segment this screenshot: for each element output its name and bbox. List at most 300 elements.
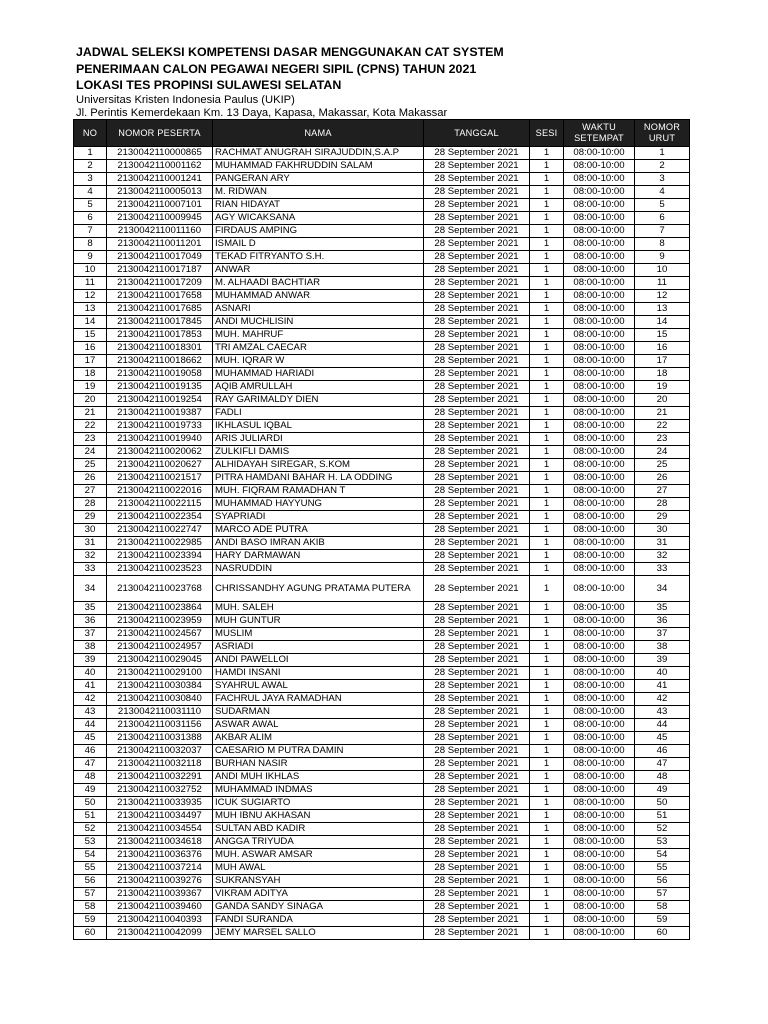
cell-tanggal: 28 September 2021: [424, 420, 530, 433]
cell-waktu-setempat: 08:00-10:00: [564, 563, 635, 576]
cell-nomor-peserta: 2130042110020627: [107, 459, 213, 472]
cell-tanggal: 28 September 2021: [424, 225, 530, 238]
cell-nomor-urut: 40: [635, 667, 690, 680]
cell-nama: AKBAR ALIM: [213, 732, 424, 745]
cell-nama: AQIB AMRULLAH: [213, 381, 424, 394]
cell-sesi: 1: [530, 550, 564, 563]
table-row: [74, 888, 690, 901]
table-row: [74, 316, 690, 329]
cell-waktu-setempat: 08:00-10:00: [564, 433, 635, 446]
table-row: [74, 602, 690, 615]
cell-nomor-urut: 38: [635, 641, 690, 654]
cell-waktu-setempat: 08:00-10:00: [564, 238, 635, 251]
cell-nama: ANGGA TRIYUDA: [213, 836, 424, 849]
cell-no: 8: [74, 238, 107, 251]
column-header-nomor-urut: NOMOR URUT: [635, 120, 690, 147]
cell-tanggal: 28 September 2021: [424, 849, 530, 862]
cell-tanggal: 28 September 2021: [424, 654, 530, 667]
cell-waktu-setempat: 08:00-10:00: [564, 550, 635, 563]
table-row: [74, 433, 690, 446]
venue-name: Universitas Kristen Indonesia Paulus (UKIP): [76, 93, 295, 106]
table-row: [74, 212, 690, 225]
cell-waktu-setempat: 08:00-10:00: [564, 524, 635, 537]
cell-nomor-peserta: 2130042110022985: [107, 537, 213, 550]
table-row: [74, 680, 690, 693]
cell-tanggal: 28 September 2021: [424, 615, 530, 628]
table-row: [74, 251, 690, 264]
cell-sesi: 1: [530, 368, 564, 381]
cell-nomor-urut: 58: [635, 901, 690, 914]
cell-waktu-setempat: 08:00-10:00: [564, 329, 635, 342]
cell-nama: FACHRUL JAYA RAMADHAN: [213, 693, 424, 706]
cell-no: 11: [74, 277, 107, 290]
cell-nomor-peserta: 2130042110032118: [107, 758, 213, 771]
cell-sesi: 1: [530, 303, 564, 316]
table-row: [74, 745, 690, 758]
cell-nomor-peserta: 2130042110019254: [107, 394, 213, 407]
cell-tanggal: 28 September 2021: [424, 433, 530, 446]
cell-nomor-urut: 57: [635, 888, 690, 901]
cell-tanggal: 28 September 2021: [424, 875, 530, 888]
cell-no: 34: [74, 576, 107, 602]
cell-tanggal: 28 September 2021: [424, 290, 530, 303]
cell-waktu-setempat: 08:00-10:00: [564, 537, 635, 550]
cell-nama: ISMAIL D: [213, 238, 424, 251]
cell-nama: MUH. MAHRUF: [213, 329, 424, 342]
cell-waktu-setempat: 08:00-10:00: [564, 264, 635, 277]
cell-nomor-peserta: 2130042110018662: [107, 355, 213, 368]
table-row: [74, 485, 690, 498]
document-title-line-1: JADWAL SELEKSI KOMPETENSI DASAR MENGGUNAKAN CAT SYSTEM: [76, 45, 504, 59]
cell-nomor-urut: 35: [635, 602, 690, 615]
cell-sesi: 1: [530, 212, 564, 225]
cell-nomor-peserta: 2130042110017685: [107, 303, 213, 316]
cell-waktu-setempat: 08:00-10:00: [564, 420, 635, 433]
cell-no: 50: [74, 797, 107, 810]
cell-nama: JEMY MARSEL SALLO: [213, 927, 424, 940]
cell-no: 18: [74, 368, 107, 381]
table-row: [74, 771, 690, 784]
cell-sesi: 1: [530, 615, 564, 628]
cell-nomor-urut: 27: [635, 485, 690, 498]
cell-sesi: 1: [530, 433, 564, 446]
cell-tanggal: 28 September 2021: [424, 316, 530, 329]
cell-nomor-urut: 21: [635, 407, 690, 420]
cell-tanggal: 28 September 2021: [424, 199, 530, 212]
cell-waktu-setempat: 08:00-10:00: [564, 810, 635, 823]
cell-sesi: 1: [530, 836, 564, 849]
cell-nama: ANWAR: [213, 264, 424, 277]
cell-waktu-setempat: 08:00-10:00: [564, 225, 635, 238]
table-row: [74, 524, 690, 537]
cell-nomor-urut: 41: [635, 680, 690, 693]
cell-no: 43: [74, 706, 107, 719]
cell-nomor-peserta: 2130042110029045: [107, 654, 213, 667]
column-header-waktu-setempat: WAKTU SETEMPAT: [564, 120, 635, 147]
cell-nomor-peserta: 2130042110032752: [107, 784, 213, 797]
cell-sesi: 1: [530, 264, 564, 277]
cell-tanggal: 28 September 2021: [424, 238, 530, 251]
cell-nomor-urut: 31: [635, 537, 690, 550]
cell-no: 33: [74, 563, 107, 576]
cell-no: 17: [74, 355, 107, 368]
cell-tanggal: 28 September 2021: [424, 719, 530, 732]
cell-no: 59: [74, 914, 107, 927]
cell-nama: SYAPRIADI: [213, 511, 424, 524]
cell-no: 19: [74, 381, 107, 394]
cell-tanggal: 28 September 2021: [424, 368, 530, 381]
cell-nomor-urut: 10: [635, 264, 690, 277]
cell-no: 9: [74, 251, 107, 264]
table-row: [74, 160, 690, 173]
cell-nomor-urut: 16: [635, 342, 690, 355]
cell-tanggal: 28 September 2021: [424, 264, 530, 277]
cell-sesi: 1: [530, 875, 564, 888]
cell-tanggal: 28 September 2021: [424, 797, 530, 810]
cell-nomor-urut: 26: [635, 472, 690, 485]
cell-waktu-setempat: 08:00-10:00: [564, 849, 635, 862]
schedule-table: [73, 119, 690, 940]
cell-nama: CAESARIO M PUTRA DAMIN: [213, 745, 424, 758]
cell-waktu-setempat: 08:00-10:00: [564, 654, 635, 667]
cell-tanggal: 28 September 2021: [424, 147, 530, 160]
cell-sesi: 1: [530, 901, 564, 914]
cell-sesi: 1: [530, 602, 564, 615]
table-row: [74, 563, 690, 576]
cell-nomor-urut: 54: [635, 849, 690, 862]
cell-no: 37: [74, 628, 107, 641]
cell-nomor-peserta: 2130042110017187: [107, 264, 213, 277]
table-row: [74, 758, 690, 771]
cell-no: 24: [74, 446, 107, 459]
cell-sesi: 1: [530, 381, 564, 394]
cell-nomor-peserta: 2130042110030384: [107, 680, 213, 693]
cell-waktu-setempat: 08:00-10:00: [564, 472, 635, 485]
cell-nama: MUH. FIQRAM RAMADHAN T: [213, 485, 424, 498]
cell-waktu-setempat: 08:00-10:00: [564, 641, 635, 654]
cell-no: 45: [74, 732, 107, 745]
cell-no: 46: [74, 745, 107, 758]
cell-nama: PANGERAN ARY: [213, 173, 424, 186]
cell-nomor-peserta: 2130042110040393: [107, 914, 213, 927]
cell-no: 36: [74, 615, 107, 628]
cell-tanggal: 28 September 2021: [424, 628, 530, 641]
table-row: [74, 849, 690, 862]
cell-tanggal: 28 September 2021: [424, 550, 530, 563]
cell-nomor-urut: 2: [635, 160, 690, 173]
table-row: [74, 641, 690, 654]
cell-nomor-peserta: 2130042110024957: [107, 641, 213, 654]
cell-nomor-urut: 11: [635, 277, 690, 290]
cell-nomor-peserta: 2130042110042099: [107, 927, 213, 940]
cell-nomor-urut: 34: [635, 576, 690, 602]
cell-no: 16: [74, 342, 107, 355]
cell-sesi: 1: [530, 511, 564, 524]
column-header-sesi: SESI: [530, 120, 564, 147]
cell-nama: FANDI SURANDA: [213, 914, 424, 927]
table-row: [74, 537, 690, 550]
cell-waktu-setempat: 08:00-10:00: [564, 251, 635, 264]
schedule-table-container: [73, 119, 690, 940]
cell-tanggal: 28 September 2021: [424, 446, 530, 459]
cell-waktu-setempat: 08:00-10:00: [564, 407, 635, 420]
cell-nama: ARIS JULIARDI: [213, 433, 424, 446]
cell-nama: RACHMAT ANUGRAH SIRAJUDDIN,S.A.P: [213, 147, 424, 160]
cell-no: 55: [74, 862, 107, 875]
table-row: [74, 407, 690, 420]
cell-no: 56: [74, 875, 107, 888]
cell-nama: SUKRANSYAH: [213, 875, 424, 888]
table-row: [74, 238, 690, 251]
cell-nomor-peserta: 2130042110034497: [107, 810, 213, 823]
cell-nomor-urut: 13: [635, 303, 690, 316]
table-row: [74, 693, 690, 706]
cell-no: 32: [74, 550, 107, 563]
table-row: [74, 147, 690, 160]
cell-nama: ZULKIFLI DAMIS: [213, 446, 424, 459]
cell-nama: TEKAD FITRYANTO S.H.: [213, 251, 424, 264]
cell-waktu-setempat: 08:00-10:00: [564, 459, 635, 472]
table-row: [74, 342, 690, 355]
cell-tanggal: 28 September 2021: [424, 173, 530, 186]
table-row: [74, 667, 690, 680]
cell-nomor-peserta: 2130042110032291: [107, 771, 213, 784]
table-row: [74, 303, 690, 316]
table-row: [74, 225, 690, 238]
table-header-row: [74, 120, 690, 147]
table-row: [74, 719, 690, 732]
table-row: [74, 797, 690, 810]
cell-sesi: 1: [530, 823, 564, 836]
cell-no: 35: [74, 602, 107, 615]
cell-tanggal: 28 September 2021: [424, 459, 530, 472]
cell-nama: HARY DARMAWAN: [213, 550, 424, 563]
cell-tanggal: 28 September 2021: [424, 641, 530, 654]
cell-no: 28: [74, 498, 107, 511]
cell-tanggal: 28 September 2021: [424, 602, 530, 615]
cell-sesi: 1: [530, 277, 564, 290]
cell-tanggal: 28 September 2021: [424, 745, 530, 758]
cell-sesi: 1: [530, 628, 564, 641]
cell-nomor-urut: 18: [635, 368, 690, 381]
cell-nomor-urut: 14: [635, 316, 690, 329]
cell-nomor-peserta: 2130042110001241: [107, 173, 213, 186]
cell-nomor-peserta: 2130042110039276: [107, 875, 213, 888]
cell-nomor-urut: 1: [635, 147, 690, 160]
cell-nama: RAY GARIMALDY DIEN: [213, 394, 424, 407]
cell-nomor-urut: 32: [635, 550, 690, 563]
table-row: [74, 927, 690, 940]
cell-waktu-setempat: 08:00-10:00: [564, 498, 635, 511]
cell-nomor-urut: 12: [635, 290, 690, 303]
cell-nomor-urut: 9: [635, 251, 690, 264]
cell-tanggal: 28 September 2021: [424, 407, 530, 420]
cell-nomor-urut: 44: [635, 719, 690, 732]
cell-waktu-setempat: 08:00-10:00: [564, 628, 635, 641]
cell-nama: FADLI: [213, 407, 424, 420]
cell-no: 13: [74, 303, 107, 316]
cell-nomor-peserta: 2130042110019387: [107, 407, 213, 420]
cell-waktu-setempat: 08:00-10:00: [564, 446, 635, 459]
table-row: [74, 823, 690, 836]
cell-waktu-setempat: 08:00-10:00: [564, 680, 635, 693]
column-header-tanggal: TANGGAL: [424, 120, 530, 147]
cell-no: 52: [74, 823, 107, 836]
cell-tanggal: 28 September 2021: [424, 381, 530, 394]
cell-tanggal: 28 September 2021: [424, 511, 530, 524]
table-row: [74, 394, 690, 407]
cell-nama: ASNARI: [213, 303, 424, 316]
cell-waktu-setempat: 08:00-10:00: [564, 212, 635, 225]
cell-nomor-peserta: 2130042110039367: [107, 888, 213, 901]
cell-tanggal: 28 September 2021: [424, 186, 530, 199]
cell-sesi: 1: [530, 329, 564, 342]
cell-no: 30: [74, 524, 107, 537]
cell-nomor-urut: 36: [635, 615, 690, 628]
cell-nomor-urut: 45: [635, 732, 690, 745]
document-title-line-3: LOKASI TES PROPINSI SULAWESI SELATAN: [76, 78, 342, 92]
cell-waktu-setempat: 08:00-10:00: [564, 394, 635, 407]
cell-no: 47: [74, 758, 107, 771]
cell-nama: PITRA HAMDANI BAHAR H. LA ODDING: [213, 472, 424, 485]
cell-sesi: 1: [530, 797, 564, 810]
table-row: [74, 836, 690, 849]
cell-nama: MUHAMMAD FAKHRUDDIN SALAM: [213, 160, 424, 173]
table-body: [74, 147, 690, 940]
cell-nama: MUHAMMAD HARIADI: [213, 368, 424, 381]
cell-nama: SULTAN ABD KADIR: [213, 823, 424, 836]
cell-waktu-setempat: 08:00-10:00: [564, 875, 635, 888]
table-row: [74, 550, 690, 563]
table-row: [74, 901, 690, 914]
cell-nomor-urut: 3: [635, 173, 690, 186]
cell-sesi: 1: [530, 394, 564, 407]
cell-nama: MUH IBNU AKHASAN: [213, 810, 424, 823]
cell-no: 25: [74, 459, 107, 472]
cell-no: 31: [74, 537, 107, 550]
cell-sesi: 1: [530, 914, 564, 927]
cell-nama: MUHAMMAD INDMAS: [213, 784, 424, 797]
cell-tanggal: 28 September 2021: [424, 823, 530, 836]
cell-sesi: 1: [530, 654, 564, 667]
cell-nomor-peserta: 2130042110022016: [107, 485, 213, 498]
cell-no: 40: [74, 667, 107, 680]
cell-waktu-setempat: 08:00-10:00: [564, 615, 635, 628]
cell-nomor-urut: 59: [635, 914, 690, 927]
cell-nama: SYAHRUL AWAL: [213, 680, 424, 693]
cell-nomor-urut: 53: [635, 836, 690, 849]
cell-nomor-peserta: 2130042110022354: [107, 511, 213, 524]
cell-waktu-setempat: 08:00-10:00: [564, 706, 635, 719]
cell-sesi: 1: [530, 472, 564, 485]
cell-nomor-peserta: 2130042110023864: [107, 602, 213, 615]
table-row: [74, 654, 690, 667]
cell-sesi: 1: [530, 459, 564, 472]
cell-no: 54: [74, 849, 107, 862]
cell-nomor-urut: 28: [635, 498, 690, 511]
cell-sesi: 1: [530, 771, 564, 784]
cell-nomor-peserta: 2130042110023768: [107, 576, 213, 602]
cell-no: 42: [74, 693, 107, 706]
cell-no: 57: [74, 888, 107, 901]
cell-nomor-peserta: 2130042110024567: [107, 628, 213, 641]
cell-nomor-peserta: 2130042110036376: [107, 849, 213, 862]
cell-sesi: 1: [530, 784, 564, 797]
cell-nomor-peserta: 2130042110017658: [107, 290, 213, 303]
cell-nomor-urut: 51: [635, 810, 690, 823]
cell-waktu-setempat: 08:00-10:00: [564, 888, 635, 901]
cell-no: 12: [74, 290, 107, 303]
cell-nama: ANDI BASO IMRAN AKIB: [213, 537, 424, 550]
cell-nomor-peserta: 2130042110034554: [107, 823, 213, 836]
cell-waktu-setempat: 08:00-10:00: [564, 160, 635, 173]
column-header-nama: NAMA: [213, 120, 424, 147]
cell-waktu-setempat: 08:00-10:00: [564, 693, 635, 706]
cell-sesi: 1: [530, 225, 564, 238]
cell-nomor-peserta: 2130042110029100: [107, 667, 213, 680]
cell-nomor-peserta: 2130042110021517: [107, 472, 213, 485]
cell-nama: TRI AMZAL CAECAR: [213, 342, 424, 355]
cell-nama: BURHAN NASIR: [213, 758, 424, 771]
cell-waktu-setempat: 08:00-10:00: [564, 511, 635, 524]
cell-waktu-setempat: 08:00-10:00: [564, 862, 635, 875]
table-row: [74, 576, 690, 602]
cell-nomor-peserta: 2130042110017209: [107, 277, 213, 290]
cell-nomor-urut: 19: [635, 381, 690, 394]
cell-nomor-peserta: 2130042110020062: [107, 446, 213, 459]
cell-nama: NASRUDDIN: [213, 563, 424, 576]
cell-nama: MUSLIM: [213, 628, 424, 641]
cell-tanggal: 28 September 2021: [424, 576, 530, 602]
cell-nomor-urut: 20: [635, 394, 690, 407]
cell-nomor-peserta: 2130042110017049: [107, 251, 213, 264]
cell-sesi: 1: [530, 680, 564, 693]
cell-waktu-setempat: 08:00-10:00: [564, 381, 635, 394]
cell-nomor-urut: 17: [635, 355, 690, 368]
cell-no: 53: [74, 836, 107, 849]
cell-nomor-urut: 6: [635, 212, 690, 225]
cell-waktu-setempat: 08:00-10:00: [564, 771, 635, 784]
cell-nomor-peserta: 2130042110022747: [107, 524, 213, 537]
table-row: [74, 810, 690, 823]
cell-nomor-peserta: 2130042110007101: [107, 199, 213, 212]
cell-waktu-setempat: 08:00-10:00: [564, 823, 635, 836]
table-row: [74, 875, 690, 888]
cell-sesi: 1: [530, 147, 564, 160]
cell-nomor-peserta: 2130042110018301: [107, 342, 213, 355]
venue-address: Jl. Perintis Kemerdekaan Km. 13 Daya, Kapasa, Makassar, Kota Makassar: [76, 106, 448, 119]
cell-nama: M. RIDWAN: [213, 186, 424, 199]
cell-nama: MUH GUNTUR: [213, 615, 424, 628]
cell-nomor-peserta: 2130042110023959: [107, 615, 213, 628]
cell-nomor-urut: 5: [635, 199, 690, 212]
cell-tanggal: 28 September 2021: [424, 537, 530, 550]
cell-sesi: 1: [530, 199, 564, 212]
cell-no: 41: [74, 680, 107, 693]
cell-sesi: 1: [530, 537, 564, 550]
cell-no: 7: [74, 225, 107, 238]
cell-nomor-peserta: 2130042110011201: [107, 238, 213, 251]
cell-nomor-peserta: 2130042110023394: [107, 550, 213, 563]
cell-tanggal: 28 September 2021: [424, 277, 530, 290]
cell-no: 49: [74, 784, 107, 797]
cell-no: 48: [74, 771, 107, 784]
cell-nomor-urut: 43: [635, 706, 690, 719]
cell-sesi: 1: [530, 888, 564, 901]
cell-nomor-peserta: 2130042110019733: [107, 420, 213, 433]
cell-no: 1: [74, 147, 107, 160]
cell-sesi: 1: [530, 719, 564, 732]
